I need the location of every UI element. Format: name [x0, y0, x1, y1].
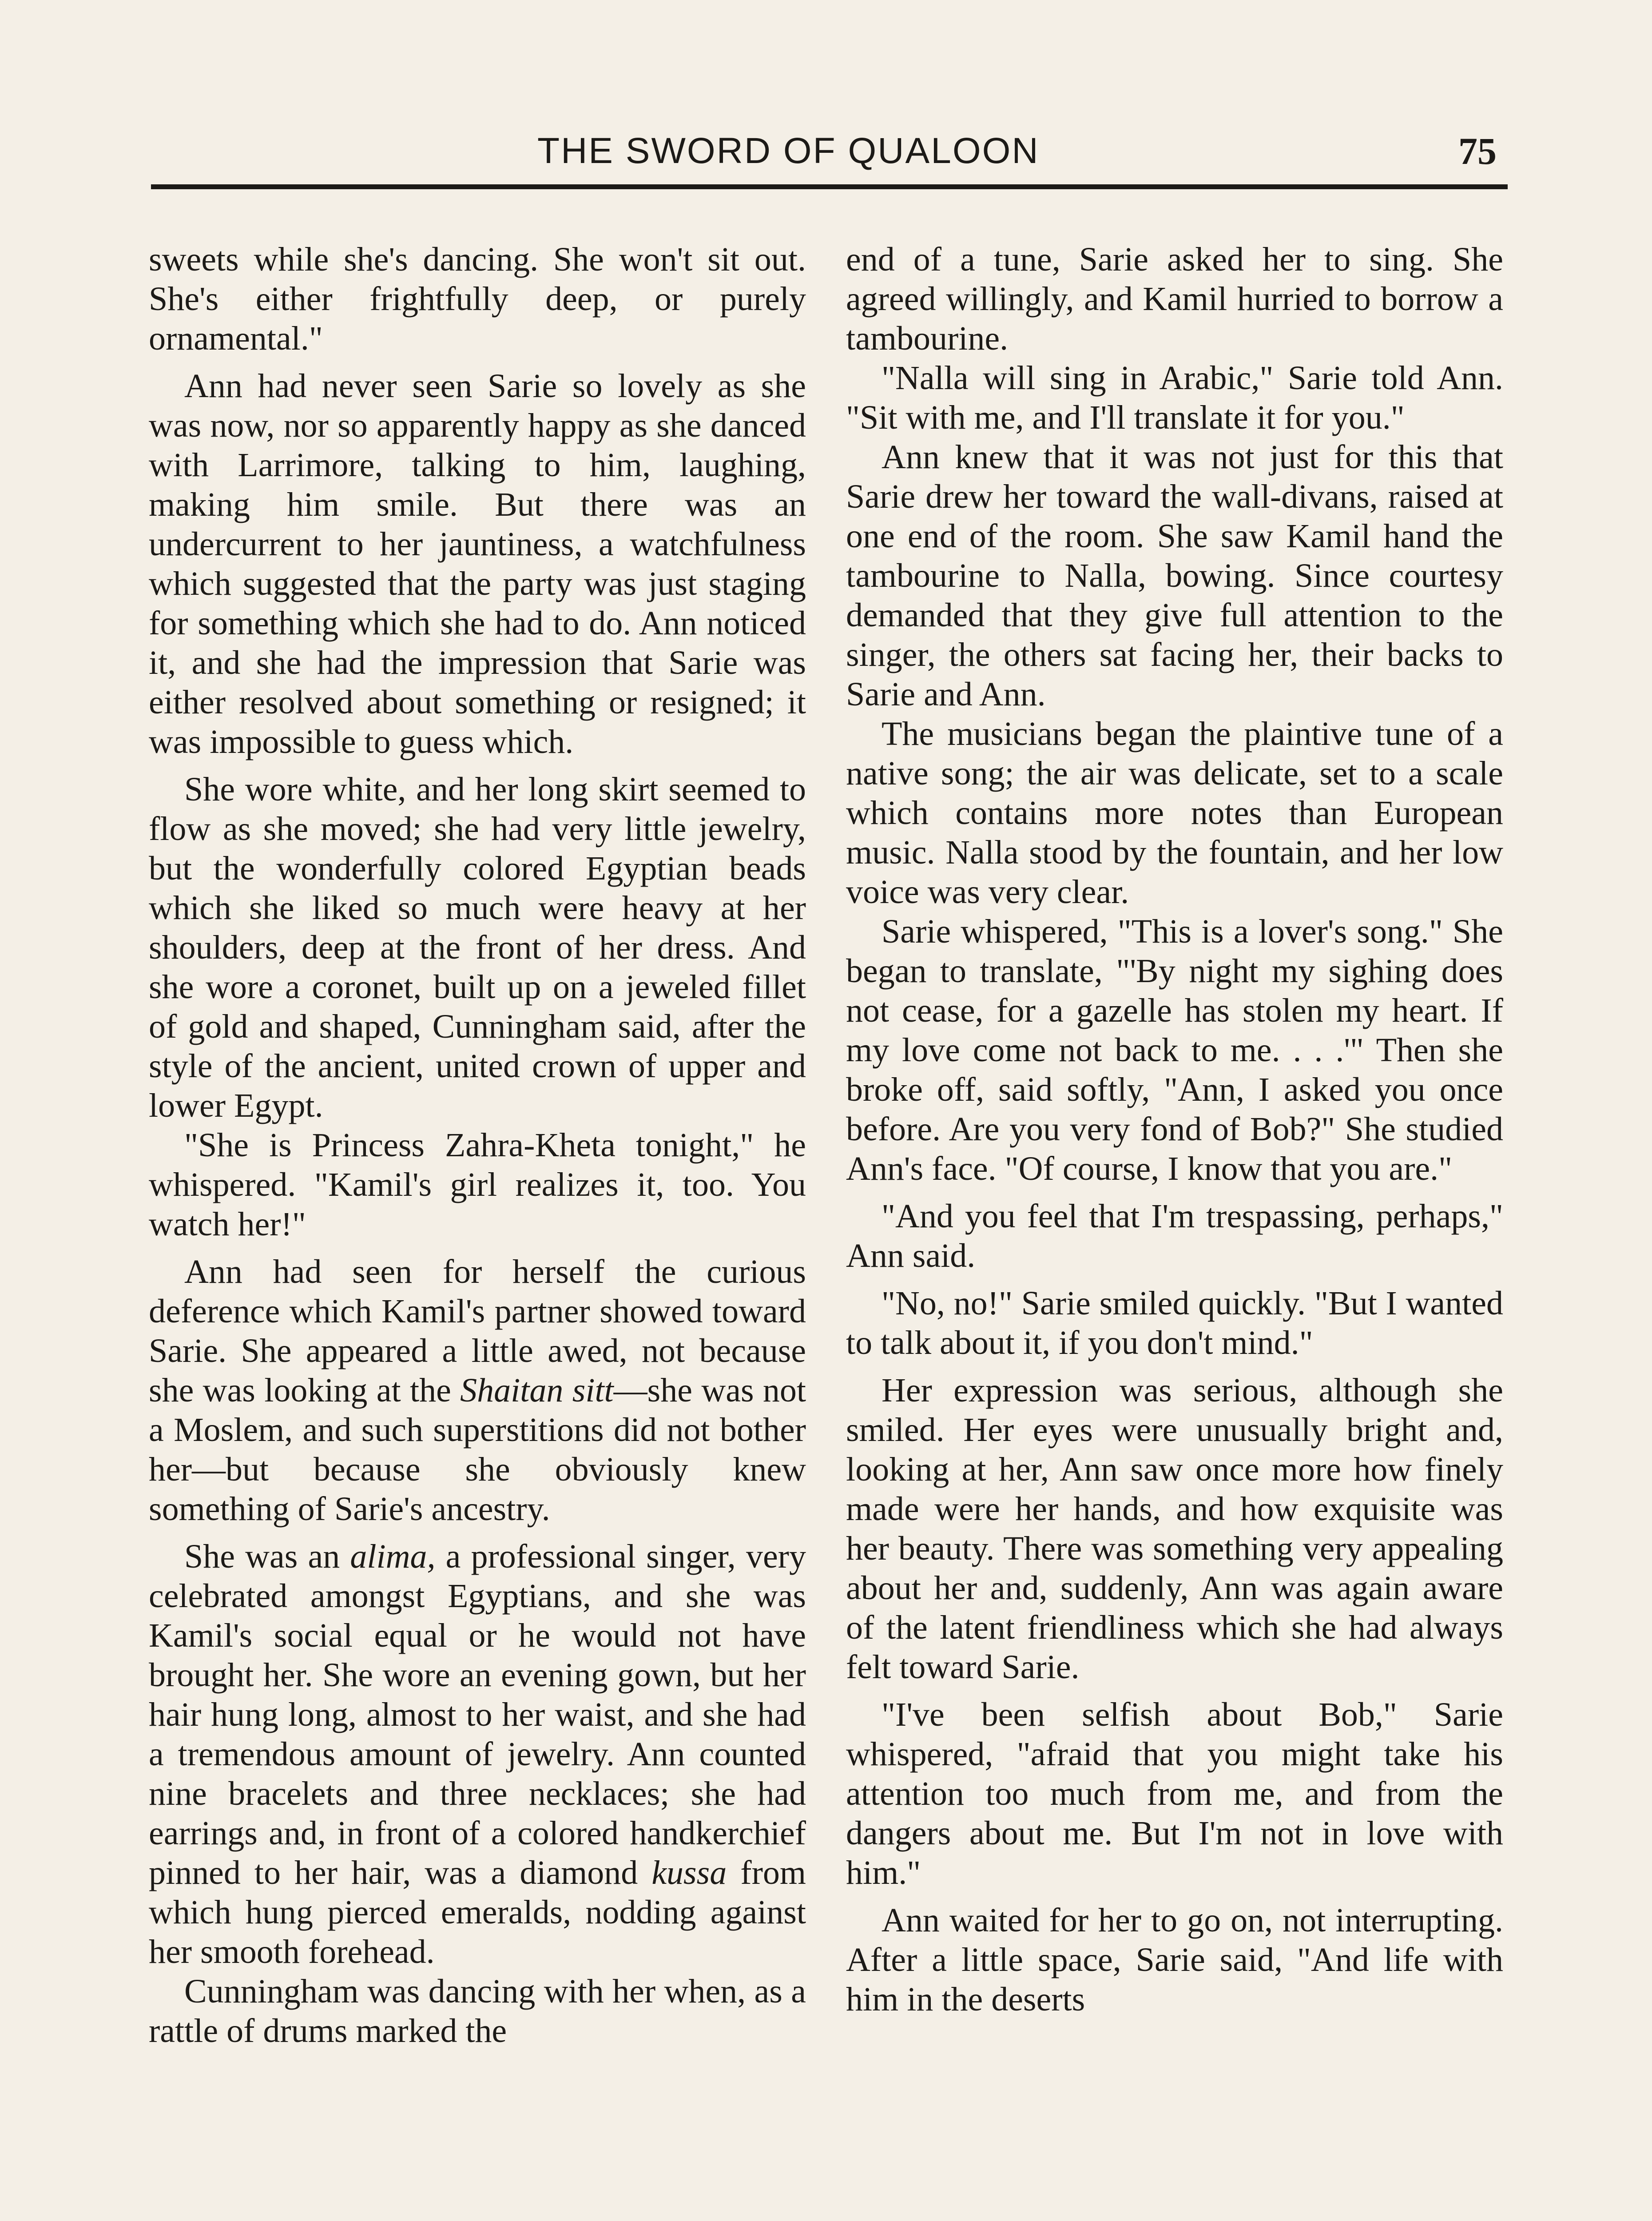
- paragraph: Ann waited for her to go on, not interrupting. After a little space, Sarie said, "And life with him in the deserts: [846, 1902, 1503, 2018]
- text-run: —she was not a Moslem, and such superstitions did not bother her—but because she obviously knew something of Sarie's ancestry.: [149, 1372, 806, 1528]
- paragraph: [149, 1252, 806, 1529]
- paragraph: end of a tune, Sarie asked her to sing. She agreed willingly, and Kamil hurried to borrow a tambourine.: [846, 241, 1503, 357]
- paragraph: "No, no!" Sarie smiled quickly. "But I wanted to talk about it, if you don't mind.": [846, 1285, 1503, 1361]
- page-header: [151, 127, 1505, 180]
- paragraph: [149, 1537, 806, 1972]
- paragraph: She wore white, and her long skirt seemed to flow as she moved; she had very little jewelry, but the wonderfully colored Egyptian beads which she liked so much were heavy at her shoulders, deep at the front of her dress. And she wore a coronet, built up on a jeweled fillet of gold and shaped, Cunningham said, after the style of the ancient, united crown of upper and lower Egypt.: [149, 771, 806, 1124]
- text-run: She was an: [184, 1538, 350, 1575]
- paragraph: Ann had never seen Sarie so lovely as she was now, nor so apparently happy as she danced with Larrimore, talking to him, laughing, making him smile. But there was an undercurrent to her jauntiness, a watchfulness which suggested that the party was just staging for something which she had to do. Ann noticed it, and she had the impression that Sarie was either resolved about something or resigned; it was impossible to guess which.: [149, 367, 806, 760]
- paragraph: Cunningham was dancing with her when, as a rattle of drums marked the: [149, 1973, 806, 2050]
- paragraph: "She is Princess Zahra-Kheta tonight," he whispered. "Kamil's girl realizes it, too. You watch her!": [149, 1126, 806, 1243]
- paragraph: Ann knew that it was not just for this that Sarie drew her toward the wall-divans, raised at one end of the room. She saw Kamil hand the tambourine to Nalla, bowing. Since courtesy demanded that they give full attention to the singer, the others sat facing her, their backs to Sarie and Ann.: [846, 438, 1503, 713]
- text-run: Ann had seen for herself the curious deference which Kamil's partner showed toward Sarie. She appeared a little awed, not because she was looking at the: [149, 1253, 806, 1409]
- italic-term: alima,: [350, 1538, 436, 1575]
- text-run: from which hung pierced emeralds, nodding against her smooth forehead.: [149, 1854, 806, 1970]
- page-number: 75: [1458, 130, 1497, 172]
- paragraph: "I've been selfish about Bob," Sarie whispered, "afraid that you might take his attention too much from me, and from the dangers about me. But I'm not in love with him.": [846, 1696, 1503, 1891]
- text-run: a professional singer, very celebrated amongst Egyptians, and she was Kamil's social equal or he would not have brought her. She wore an evening gown, but her hair hung long, almost to her waist, and she had a tremendous amount of jewelry. Ann counted nine bracelets and three necklaces; she had earrings and, in front of a colored handkerchief pinned to her hair, was a diamond: [149, 1538, 806, 1891]
- italic-term: kussa: [651, 1854, 727, 1891]
- paragraph: "And you feel that I'm trespassing, perhaps," Ann said.: [846, 1198, 1503, 1274]
- italic-term: Shaitan sitt: [460, 1372, 614, 1409]
- paragraph: sweets while she's dancing. She won't sit out. She's either frightfully deep, or purely ornamental.": [149, 241, 806, 357]
- right-column: [846, 240, 1503, 2027]
- header-rule: [151, 184, 1508, 189]
- paragraph: Sarie whispered, "This is a lover's song." She began to translate, "'By night my sighing does not cease, for a gazelle has stolen my heart. If my love come not back to me. . . .'" Then she broke off, said softly, "Ann, I asked you once before. Are you very fond of Bob?" She studied Ann's face. "Of course, I know that you are.": [846, 913, 1503, 1187]
- paragraph: The musicians began the plaintive tune of a native song; the air was delicate, set to a scale which contains more notes than European music. Nalla stood by the fountain, and her low voice was very clear.: [846, 715, 1503, 911]
- left-column: [149, 240, 806, 2059]
- paragraph: Her expression was serious, although she smiled. Her eyes were unusually bright and, looking at her, Ann saw once more how finely made were her hands, and how exquisite was her beauty. There was something very appealing about her and, suddenly, Ann was again aware of the latent friendliness which she had always felt toward Sarie.: [846, 1372, 1503, 1686]
- running-title: THE SWORD OF QUALOON: [537, 131, 1040, 171]
- paragraph: "Nalla will sing in Arabic," Sarie told Ann. "Sit with me, and I'll translate it for you.": [846, 359, 1503, 436]
